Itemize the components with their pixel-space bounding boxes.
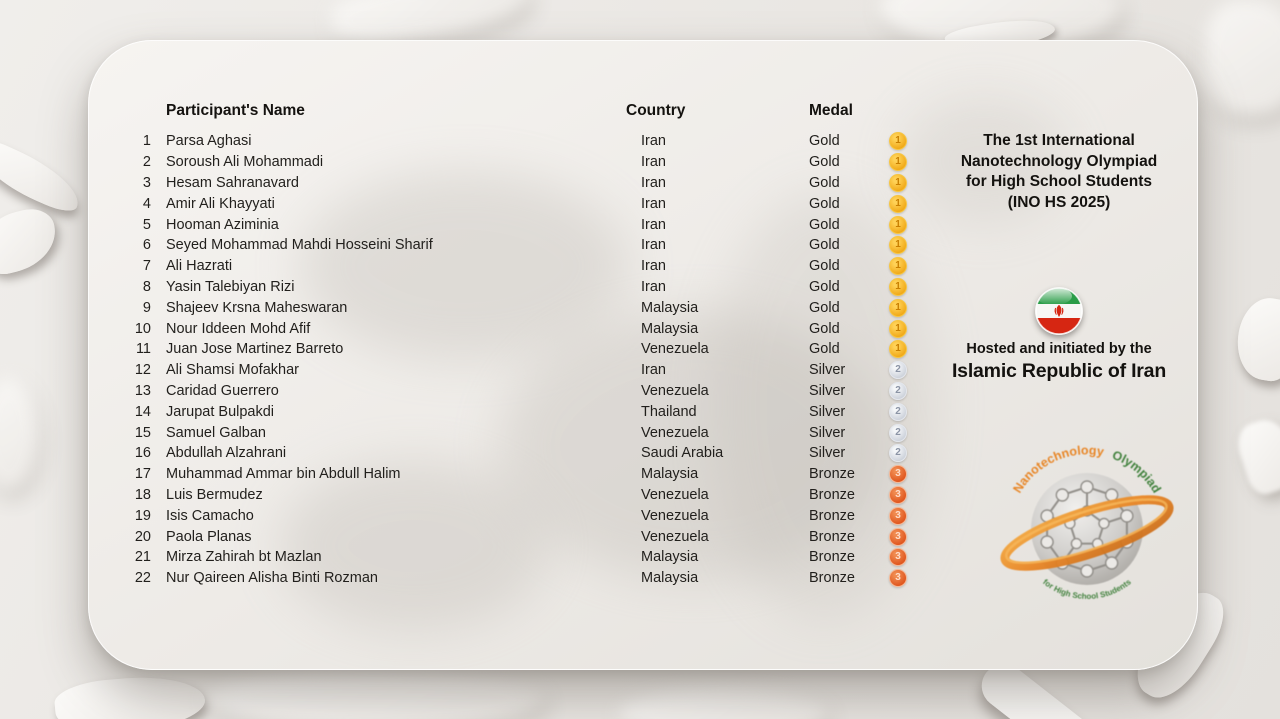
row-country: Iran: [641, 174, 666, 191]
row-medal-label: Bronze: [809, 486, 855, 503]
row-country: Venezuela: [641, 382, 709, 399]
row-country: Malaysia: [641, 570, 699, 587]
table-row: [129, 485, 929, 506]
row-participant-name: Isis Camacho: [166, 507, 254, 524]
table-row: [129, 360, 929, 381]
event-title-line: (INO HS 2025): [1007, 194, 1111, 212]
map-fragment: [1205, 0, 1280, 115]
medal-icon: 1: [889, 216, 907, 234]
iran-flag-badge: [1035, 287, 1083, 335]
row-rank: 16: [134, 445, 151, 462]
table-row: [129, 173, 929, 194]
event-title-line: The 1st International: [983, 132, 1135, 149]
logo-bottom-text: for High School Students: [1041, 577, 1133, 601]
table-row: [129, 443, 929, 464]
medal-icon: 1: [889, 132, 907, 150]
row-participant-name: Ali Hazrati: [166, 258, 233, 275]
medal-icon: 1: [889, 299, 907, 317]
row-country: Thailand: [641, 403, 697, 420]
header-country: Country: [626, 102, 686, 119]
row-medal-label: Gold: [809, 299, 840, 316]
medal-icon: 1: [889, 340, 907, 358]
row-participant-name: Amir Ali Khayyati: [166, 195, 275, 212]
row-participant-name: Shajeev Krsna Maheswaran: [166, 299, 348, 316]
medal-icon: 3: [889, 507, 907, 525]
row-participant-name: Luis Bermudez: [166, 486, 263, 503]
row-participant-name: Caridad Guerrero: [166, 382, 279, 399]
table-row: [129, 297, 929, 318]
row-country: Iran: [641, 362, 666, 379]
table-row: [129, 214, 929, 235]
table-row: [129, 152, 929, 173]
medal-icon: 3: [889, 569, 907, 587]
row-country: Venezuela: [641, 486, 709, 503]
table-row: [129, 256, 929, 277]
table-row: [129, 235, 929, 256]
table-row: [129, 381, 929, 402]
row-rank: 1: [142, 133, 151, 150]
header-medal: Medal: [809, 102, 853, 119]
row-rank: 8: [142, 278, 151, 295]
row-medal-label: Gold: [809, 216, 840, 233]
row-participant-name: Ali Shamsi Mofakhar: [166, 362, 299, 379]
row-rank: 6: [142, 237, 151, 254]
row-medal-label: Gold: [809, 154, 840, 171]
row-country: Iran: [641, 133, 666, 150]
table-row: [129, 505, 929, 526]
map-fragment: [618, 688, 828, 719]
row-rank: 21: [134, 549, 151, 566]
row-country: Iran: [641, 154, 666, 171]
row-rank: 3: [142, 174, 151, 191]
medal-icon: 1: [889, 174, 907, 192]
medal-icon: 1: [889, 320, 907, 338]
row-participant-name: Hooman Aziminia: [166, 216, 279, 233]
row-medal-label: Gold: [809, 195, 840, 212]
row-medal-label: Bronze: [809, 528, 855, 545]
logo-arc-text-nanotechnology: Nanotechnology: [1010, 443, 1105, 496]
map-fragment: [0, 378, 38, 490]
row-rank: 17: [134, 466, 151, 483]
row-participant-name: Mirza Zahirah bt Mazlan: [166, 549, 322, 566]
row-rank: 2: [142, 154, 151, 171]
right-sidebar: [909, 41, 1198, 669]
table-row: [129, 568, 929, 589]
row-participant-name: Nur Qaireen Alisha Binti Rozman: [166, 570, 378, 587]
row-country: Iran: [641, 278, 666, 295]
row-country: Malaysia: [641, 549, 699, 566]
logo-arc-text-olympiad: Olympiad: [1110, 447, 1164, 496]
row-country: Venezuela: [641, 341, 709, 358]
row-medal-label: Gold: [809, 237, 840, 254]
table-row: [129, 131, 929, 152]
table-row: [129, 464, 929, 485]
row-rank: 19: [134, 507, 151, 524]
row-participant-name: Soroush Ali Mohammadi: [166, 154, 324, 171]
row-rank: 11: [135, 341, 151, 358]
row-country: Venezuela: [641, 507, 709, 524]
row-medal-label: Bronze: [809, 507, 855, 524]
medal-icon: 3: [889, 486, 907, 504]
table-row: [129, 401, 929, 422]
results-panel: [88, 40, 1198, 670]
row-rank: 20: [134, 528, 151, 545]
row-rank: 18: [134, 486, 151, 503]
row-country: Iran: [641, 195, 666, 212]
row-country: Venezuela: [641, 424, 709, 441]
row-participant-name: Hesam Sahranavard: [166, 174, 299, 191]
row-participant-name: Samuel Galban: [166, 424, 266, 441]
medal-icon: 1: [889, 195, 907, 213]
medal-icon: 2: [889, 382, 907, 400]
table-row: [129, 277, 929, 298]
row-medal-label: Gold: [809, 133, 840, 150]
table-row: [129, 193, 929, 214]
row-medal-label: Bronze: [809, 466, 855, 483]
event-title-line: Nanotechnology Olympiad: [960, 152, 1158, 170]
row-medal-label: Bronze: [809, 549, 855, 566]
row-participant-name: Jarupat Bulpakdi: [166, 403, 275, 420]
map-fragment: [1232, 414, 1280, 499]
header-participant-name: Participant's Name: [166, 102, 305, 119]
map-fragment: [53, 672, 207, 719]
event-title: [909, 131, 1198, 214]
medal-icon: 1: [889, 236, 907, 254]
host-country-name: Islamic Republic of Iran: [951, 360, 1167, 382]
row-rank: 10: [134, 320, 151, 337]
row-medal-label: Gold: [809, 320, 840, 337]
row-rank: 13: [134, 382, 151, 399]
buckyball-logo-icon: [994, 441, 1184, 611]
medal-icon: 2: [889, 424, 907, 442]
row-rank: 4: [142, 195, 151, 212]
row-participant-name: Parsa Aghasi: [166, 133, 252, 150]
table-row: [129, 526, 929, 547]
row-country: Saudi Arabia: [641, 445, 724, 462]
row-participant-name: Seyed Mohammad Mahdi Hosseini Sharif: [166, 237, 433, 254]
row-rank: 15: [134, 424, 151, 441]
medal-icon: 1: [889, 257, 907, 275]
row-participant-name: Yasin Talebiyan Rizi: [166, 278, 295, 295]
hosted-by-block: [909, 340, 1198, 383]
row-country: Iran: [641, 237, 666, 254]
row-country: Malaysia: [641, 320, 699, 337]
map-fragment: [0, 204, 63, 278]
table-header: [129, 97, 929, 125]
medal-icon: 2: [889, 403, 907, 421]
medal-icon: 1: [889, 278, 907, 296]
medal-icon: 3: [889, 528, 907, 546]
row-country: Malaysia: [641, 466, 699, 483]
row-medal-label: Silver: [809, 362, 846, 379]
medal-icon: 1: [889, 153, 907, 171]
map-fragment: [1231, 294, 1280, 385]
results-table: [129, 97, 929, 589]
row-rank: 14: [134, 403, 151, 420]
row-country: Iran: [641, 258, 666, 275]
row-medal-label: Silver: [809, 403, 846, 420]
olympiad-logo: [994, 441, 1184, 611]
row-medal-label: Silver: [809, 445, 846, 462]
row-country: Venezuela: [641, 528, 709, 545]
row-medal-label: Gold: [809, 278, 840, 295]
row-medal-label: Silver: [809, 382, 846, 399]
row-medal-label: Gold: [809, 258, 840, 275]
table-rows: [129, 131, 929, 589]
iran-flag-icon: [1035, 287, 1083, 335]
row-country: Malaysia: [641, 299, 699, 316]
medal-icon: 2: [889, 444, 907, 462]
row-rank: 22: [134, 570, 151, 587]
medal-icon: 3: [889, 548, 907, 566]
row-participant-name: Muhammad Ammar bin Abdull Halim: [166, 466, 401, 483]
map-fragment: [205, 668, 545, 719]
row-participant-name: Abdullah Alzahrani: [166, 445, 287, 462]
row-participant-name: Nour Iddeen Mohd Afif: [166, 320, 311, 337]
medal-icon: 2: [889, 361, 907, 379]
row-rank: 9: [142, 299, 151, 316]
row-rank: 5: [142, 216, 151, 233]
row-rank: 12: [134, 362, 151, 379]
table-row: [129, 339, 929, 360]
table-row: [129, 547, 929, 568]
table-row: [129, 422, 929, 443]
row-participant-name: Paola Planas: [166, 528, 252, 545]
hosted-by-line: Hosted and initiated by the: [966, 341, 1152, 357]
row-country: Iran: [641, 216, 666, 233]
row-participant-name: Juan Jose Martinez Barreto: [166, 341, 344, 358]
row-medal-label: Silver: [809, 424, 846, 441]
row-rank: 7: [142, 258, 151, 275]
map-fragment: [0, 137, 88, 216]
row-medal-label: Gold: [809, 341, 840, 358]
medal-icon: 3: [889, 465, 907, 483]
table-row: [129, 318, 929, 339]
event-title-line: for High School Students: [966, 173, 1152, 191]
row-medal-label: Bronze: [809, 570, 855, 587]
row-medal-label: Gold: [809, 174, 840, 191]
